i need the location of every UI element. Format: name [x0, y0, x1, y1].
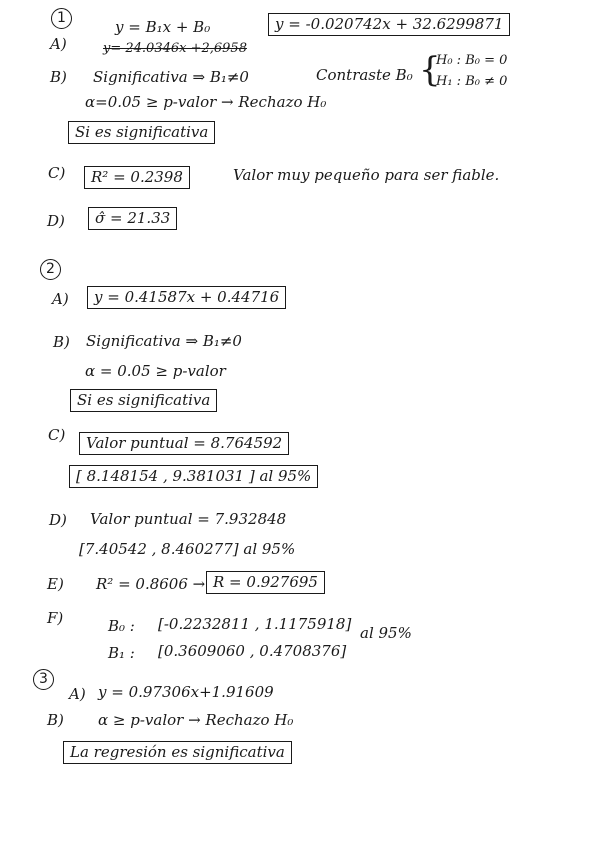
exercise-3-number: 3: [33, 669, 54, 690]
ex1-model-formula: y = B₁x + B₀: [115, 18, 211, 36]
ex1-b-result: Si es significativa: [68, 121, 215, 144]
ex2-e-correlation: R = 0.927695: [206, 571, 325, 594]
ex1-h0: H₀ : B₀ = 0: [436, 53, 508, 68]
ex3-b-line: α ≥ p-valor → Rechazo H₀: [98, 711, 294, 729]
ex1-fitted-line: y = -0.020742x + 32.6299871: [268, 13, 510, 36]
ex1-crossed-out-formula: y= 24.0346x +2,6958: [103, 41, 247, 56]
ex1-hypothesis-brace: {: [419, 50, 441, 90]
ex2-b1-name: B₁ :: [108, 644, 135, 662]
ex3-fitted-line: y = 0.97306x+1.91609: [98, 683, 274, 701]
ex1-r-squared: R² = 0.2398: [84, 166, 190, 189]
ex1-d-label: D): [47, 212, 65, 230]
exercise-2-number: 2: [40, 259, 61, 280]
ex2-fitted-line: y = 0.41587x + 0.44716: [87, 286, 286, 309]
ex2-e-label: E): [47, 575, 64, 593]
ex1-contrast-label: Contraste B₀: [316, 66, 413, 84]
ex3-b-label: B): [47, 711, 64, 729]
ex2-b0-name: B₀ :: [108, 617, 135, 635]
ex2-c-point-estimate: Valor puntual = 8.764592: [79, 432, 289, 455]
ex2-alpha-line: α = 0.05 ≥ p-valor: [85, 362, 226, 380]
ex2-b-significance: Significativa ⇒ B₁≠0: [86, 332, 242, 350]
ex2-e-r-squared: R² = 0.8606 →: [96, 575, 206, 593]
ex2-c-interval: [ 8.148154 , 9.381031 ] al 95%: [69, 465, 318, 488]
ex2-a-label: A): [52, 290, 69, 308]
ex2-d-label: D): [49, 511, 67, 529]
ex1-h1: H₁ : B₀ ≠ 0: [436, 74, 508, 89]
ex2-b1-interval: [0.3609060 , 0.4708376]: [158, 642, 347, 660]
ex1-c-label: C): [48, 164, 66, 182]
ex3-a-label: A): [69, 685, 86, 703]
ex2-f-label: F): [47, 609, 64, 627]
exercise-1-number: 1: [51, 8, 72, 29]
ex2-b-label: B): [53, 333, 70, 351]
ex1-sigma-estimate: σ̂ = 21.33: [88, 207, 177, 230]
ex2-d-interval: [7.40542 , 8.460277] al 95%: [79, 540, 296, 558]
ex2-c-label: C): [48, 426, 66, 444]
ex3-b-result: La regresión es significativa: [63, 741, 292, 764]
ex1-b-significance: Significativa ⇒ B₁≠0: [93, 68, 249, 86]
ex1-c-comment: Valor muy pequeño para ser fiable.: [233, 166, 500, 184]
ex2-d-point-estimate: Valor puntual = 7.932848: [90, 510, 287, 528]
ex1-b-label: B): [50, 68, 67, 86]
ex2-b-result: Si es significativa: [70, 389, 217, 412]
ex2-f-confidence: al 95%: [360, 624, 412, 642]
ex1-a-label: A): [50, 35, 67, 53]
ex2-b0-interval: [-0.2232811 , 1.1175918]: [158, 615, 352, 633]
ex1-alpha-line: α=0.05 ≥ p-valor → Rechazo H₀: [85, 93, 327, 111]
